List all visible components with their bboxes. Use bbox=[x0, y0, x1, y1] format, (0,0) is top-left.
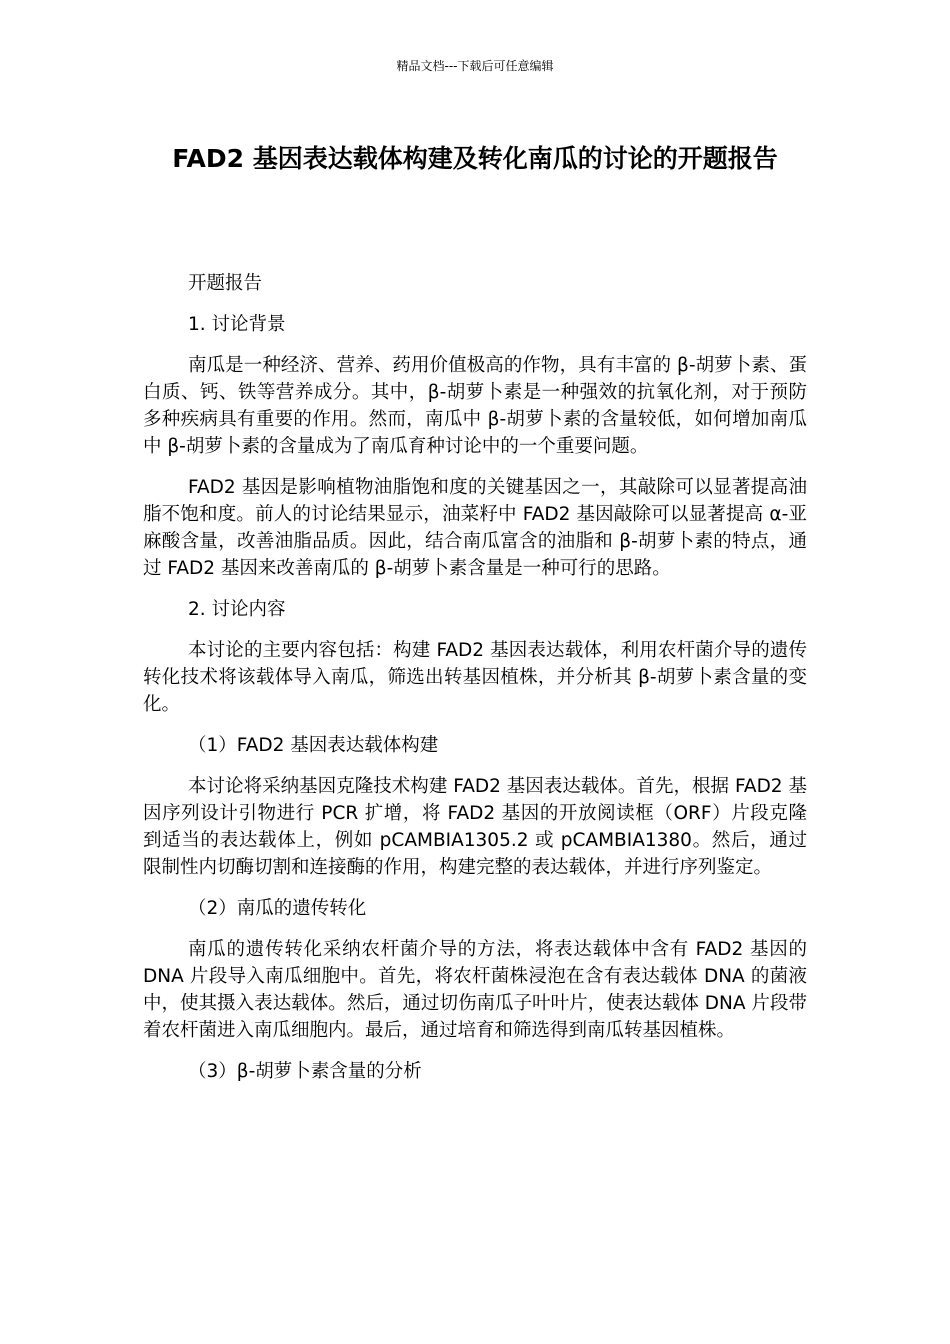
paragraph: FAD2 基因是影响植物油脂饱和度的关键基因之一，其敲除可以显著提高油脂不饱和度。前人的讨论结果显示，油菜籽中 FAD2 基因敲除可以显著提高 α-亚麻酸含量，改善油脂品质。因此，结合南瓜富含的油脂和 β-胡萝卜素的特点，通过 FAD2 基因来改善南瓜的 β-胡萝卜素含量是一种可行的思路。 bbox=[143, 477, 807, 579]
section-label: 开题报告 bbox=[188, 273, 263, 294]
section-heading: 2. 讨论内容 bbox=[188, 599, 286, 620]
section-heading: 1. 讨论背景 bbox=[188, 314, 286, 335]
header-note: 精品文档---下载后可任意编辑 bbox=[396, 59, 554, 73]
paragraph: 南瓜是一种经济、营养、药用价值极高的作物，具有丰富的 β-胡萝卜素、蛋白质、钙、铁等营养成分。其中，β-胡萝卜素是一种强效的抗氧化剂，对于预防多种疾病具有重要的作用。然而，南瓜中 β-胡萝卜素的含量较低，如何增加南瓜中 β-胡萝卜素的含量成为了南瓜育种讨论中的一个重要问题。 bbox=[143, 355, 807, 457]
subsection-heading: （1）FAD2 基因表达载体构建 bbox=[188, 735, 439, 756]
subsection-heading: （3）β-胡萝卜素含量的分析 bbox=[188, 1061, 422, 1082]
paragraph: 本讨论的主要内容包括：构建 FAD2 基因表达载体，利用农杆菌介导的遗传转化技术将该载体导入南瓜，筛选出转基因植株，并分析其 β-胡萝卜素含量的变化。 bbox=[143, 640, 807, 715]
paragraph: 本讨论将采纳基因克隆技术构建 FAD2 基因表达载体。首先，根据 FAD2 基因序列设计引物进行 PCR 扩增，将 FAD2 基因的开放阅读框（ORF）片段克隆到适当的表达载体上，例如 pCAMBIA1305.2 或 pCAMBIA1380。然后，通过限制性内切酶切割和连接酶的作用，构建完整的表达载体，并进行序列鉴定。 bbox=[143, 776, 807, 878]
paragraph: 南瓜的遗传转化采纳农杆菌介导的方法，将表达载体中含有 FAD2 基因的 DNA 片段导入南瓜细胞中。首先，将农杆菌株浸泡在含有表达载体 DNA 的菌液中，使其摄入表达载体。然后，通过切伤南瓜子叶叶片，使表达载体 DNA 片段带着农杆菌进入南瓜细胞内。最后，通过培育和筛选得到南瓜转基因植株。 bbox=[143, 939, 807, 1041]
page-title: FAD2 基因表达载体构建及转化南瓜的讨论的开题报告 bbox=[172, 144, 778, 173]
subsection-heading: （2）南瓜的遗传转化 bbox=[188, 898, 367, 919]
document-body bbox=[143, 270, 807, 1099]
